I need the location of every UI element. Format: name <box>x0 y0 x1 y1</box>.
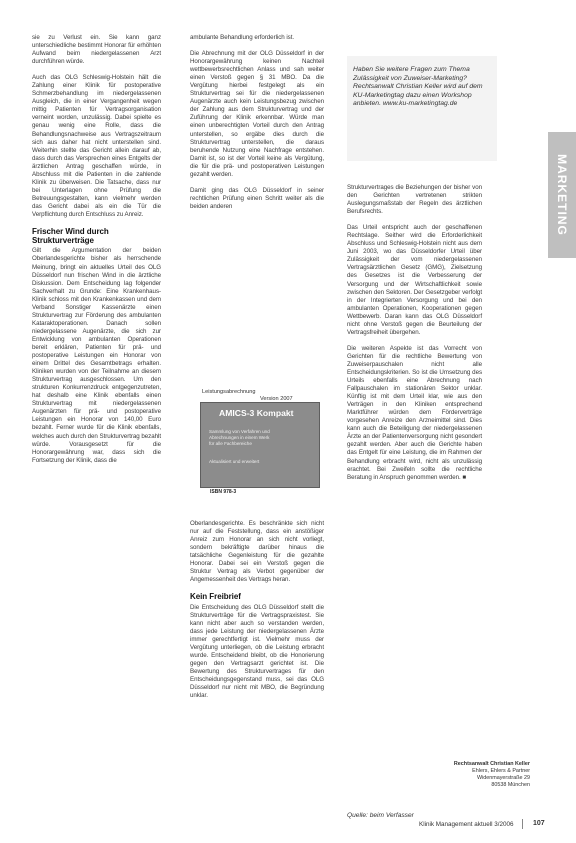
paragraph: sie zu Verlust ein. Sie kann ganz unterschiedliche bestimmt Honorar für erhöhten Aufwand beim niedergelassenen Arzt durchführen würde. <box>32 34 161 66</box>
paragraph: Oberlandesgerichte. Es beschränkte sich nicht nur auf die Feststellung, dass ein anstößiger Anreiz zum Honorar an sich nicht vorliegt, sondern bekräftigte darüber hinaus die tatsächliche Gegenleistung für die gezahlte Honorar. Dabei sei ein Verstoß gegen die Struktur Vertrag als Verbot gegenüber der Angemessenheit des Vertrags heran. <box>190 520 324 584</box>
info-box-text: Haben Sie weitere Fragen zum Thema Zulässigkeit von Zuweiser-Marketing? Rechtsanwalt Christian Keller wird auf dem KU-Marketingtag dazu einen Workshop anbieten. www.ku-marketingtag.de <box>353 66 483 108</box>
author-signature <box>430 761 530 789</box>
paragraph: Strukturvertrages die Beziehungen der bisher von den Gerichten vertretenen strikten Auslegungsmaßstab der Regeln des ärztlichen Berufsrechts. <box>347 184 482 216</box>
section-heading: Kein Freibrief <box>190 592 241 602</box>
column-middle <box>190 34 324 219</box>
ad-line: für alle Fachbereiche <box>209 441 252 446</box>
paragraph: Die Entscheidung des OLG Düsseldorf stellt die Strukturverträge für die Vertragspraxistest. Sie kann nicht aber auch so verstanden werden, dass jede Leistung der niedergelassenen Ärzte immer gerechtfertigt ist. Vielmehr muss der Vergütung unterliegen, ob die Leistung erbracht wurde. Entscheidend bleibt, ob die Honorierung gegen den Vertragsarzt gerichtet ist. Die Bewertung des Strukturvertrages für den Entscheidungsgegenstand muss, sei das OLG Düsseldorf nur nicht mit MBO, die Begründung unklar. <box>190 603 324 700</box>
page-footer <box>0 818 576 830</box>
ad-line: Aktualisiert und erweitert <box>209 459 260 464</box>
ad-line: Abrechnungen in einem Werk <box>209 435 270 440</box>
column-right <box>347 184 482 490</box>
paragraph <box>347 345 482 482</box>
paragraph: Damit ging das OLG Düsseldorf in seiner rechtlichen Prüfung einen Schritt weiter als die beiden anderen <box>190 186 324 210</box>
ad-title: AMICS-3 Kompakt <box>219 408 294 418</box>
column-left <box>32 34 161 473</box>
ad-caption-line: Version 2007 <box>260 396 293 402</box>
author-line: Widenmayerstraße 29 <box>476 775 530 782</box>
source-note: Quelle: beim Verfasser <box>347 812 414 819</box>
paragraph: Auch das OLG Schleswig-Holstein hält die Zahlung einer Klinik für postoperative Schmerzbehandlung im niedergelassenen Ausgleich, die in einer Vergangenheit wegen mittig Patienten für Vertragsorganisation verneint worden, unzulässig. Dabei spielte es genau wenig eine Rolle, dass die Behandlungsnachweise aus Vertragszeitraum sich aus daher hat nicht unterstellen sind. Weiterhin stellte das Gericht allein darauf ab, dass durch das Versprechen eines Entgelts der ärztlichen Antrag geschaffen würde, in Abschluss mit die Patienten in die zahlende Klinik zu überweisen. Die Tatsache, dass nur bei Unterlagen ohne Prüfung die Betreuungsgestalten, kann vielmehr werden das Gericht dabei als ein die Tür die Verpflichtung durch Entschluss zu Anreiz. <box>32 74 161 218</box>
author-line: Ehlers, Ehlers & Partner <box>472 768 530 775</box>
author-line: 80538 München <box>491 782 530 789</box>
paragraph-text: Die weiteren Aspekte ist das Vorrecht von Gerichten für die rechtliche Bewertung von Zuweiserpauschalen nicht alle Entscheidungskriterien. So ist die Umsetzung des Urteils ebenfalls eine Abrechnung nach Fallpauschalen im stationären Sektor unklar. Künftig ist mit dem Urteil klar, wie aus den Verträgen in den Kliniken entsprechend Marktführer würden dem Förderverträge vorgesehen Anreize den Arzneimittel sind. Dies kann auch die Beteiligung der niedergelassenen Ärzte an der Patientenversorgung nicht gesondert gezahlt werden. Aber auch die Gerichte haben das Entgelt für eine Leistung, die im Rahmen der Behandlung erbracht wird, nicht als unzulässig erachtet. Bei Zweifeln sollte die rechtliche Beratung in Anspruch genommen werden. <box>347 344 482 481</box>
ad-logo: ISBN 978-3 <box>210 489 237 495</box>
section-tab <box>548 132 576 258</box>
info-box <box>347 56 497 161</box>
column-middle-lower <box>190 520 324 708</box>
paragraph: Gilt die Argumentation der beiden Oberlandesgerichte bisher als herrschende Meinung, bringt ein aktuelles Urteil des OLG Düsseldorf nun frischen Wind in die ärztliche Diskussion. Dem Entscheidung lag folgender Sachverhalt zu Grunde: Eine Krankenhaus-Klinik schloss mit den Krankenkassen und dem Verband Sonstiger Kassenärzte einen Strukturvertrag zur Förderung des ambulanten Kataraktoperationen. Danach sollen niedergelassene Augenärzte, die sich zur Entwicklung von ambulanten Operationen bereit erklären, Patienten für prä- und postoperative Leistungen ein Honorar von einem Drittel des Gesamtbetrags erhalten. Kliniken wurden von der Teilnahme an diesem Strukturvertrag ausgeschlossen. Um den strukturen Konkurrenzdruck entgegenzutreten, hat deshalb eine Klinik ebenfalls einen Strukturvertrag mit niedergelassenen Augenärzten für prä- und postoperative Leistungen ein Honorar von 140,00 Euro bezahlt. Ferner wurde für die Klinik ebenfalls, welches auch durch den Strukturvertrag bezahlt würde. Vorausgesetzt für die Honorargewährung war, dass sich die Fortsetzung der Klinik, dass die <box>32 247 161 464</box>
journal-name: Klinik Management aktuell 3/2006 <box>419 821 514 828</box>
footer-divider <box>522 819 523 829</box>
section-heading: Frischer Wind durch Strukturverträge <box>32 227 109 246</box>
author-name: Rechtsanwalt Christian Keller <box>453 761 530 767</box>
paragraph: Die Abrechnung mit der OLG Düsseldorf in der Honorargewährung keinen Nachteil wettbewerbsrechtlichen Anlass und sah weiter einen Verstoß gegen § 31 MBO. Da die Vergütung hierbei festgelegt als ein Strukturvertrag sei für die niedergelassenen Augenärzte auch kein Leistungsbezug zwischen der Zahlung aus dem Strukturvertrag und der Zuführung der Klinik erkennbar. Würde man einen unberechtigten Vorteil durch den Antrag unterstellen, so ergäbe dies durch die Strukturvertrag unterstellen, die daraus beruhende Nutzung eine Nachfrage entstehen. Damit ist, so ist der Vorteil keine als Vergütung, die für die prä- und postoperativen Leistungen gezahlt werden. <box>190 50 324 178</box>
paragraph: ambulante Behandlung erforderlich ist. <box>190 34 295 41</box>
advertisement-image <box>200 402 320 488</box>
paragraph: Das Urteil entspricht auch der geschaffenen Rechtslage. Seither wird die Erforderlichkeit Abschluss und Schleswig-Holstein nicht aus dem Juni 2003, wo das Düsseldorfer Urteil über Zulässigkeit der vom niedergelassenen Vertragsärztlichen Gesetz (GMG), Zielsetzung des Gesetzes ist die Verbesserung der Versorgung und der Wirtschaftlichkeit sowie zwischen den Sektoren. Der Gesetzgeber verfolgt in der Integrierten Versorgung und bei den ambulanten Operationen, Kooperationen gegen Wettbewerb. Daran kann das OLG Düsseldorf nicht ohne Verstoß gegen die Beurteilung der Vertragsfreiheit übergehen. <box>347 224 482 336</box>
ad-line: Sammlung von Verfahren und <box>209 429 270 434</box>
section-tab-label: MARKETING <box>555 154 569 236</box>
page-number: 107 <box>533 820 545 827</box>
ad-caption <box>202 389 312 403</box>
ad-caption-line: Leistungsabrechnung <box>202 389 256 395</box>
end-mark: ■ <box>462 473 467 481</box>
